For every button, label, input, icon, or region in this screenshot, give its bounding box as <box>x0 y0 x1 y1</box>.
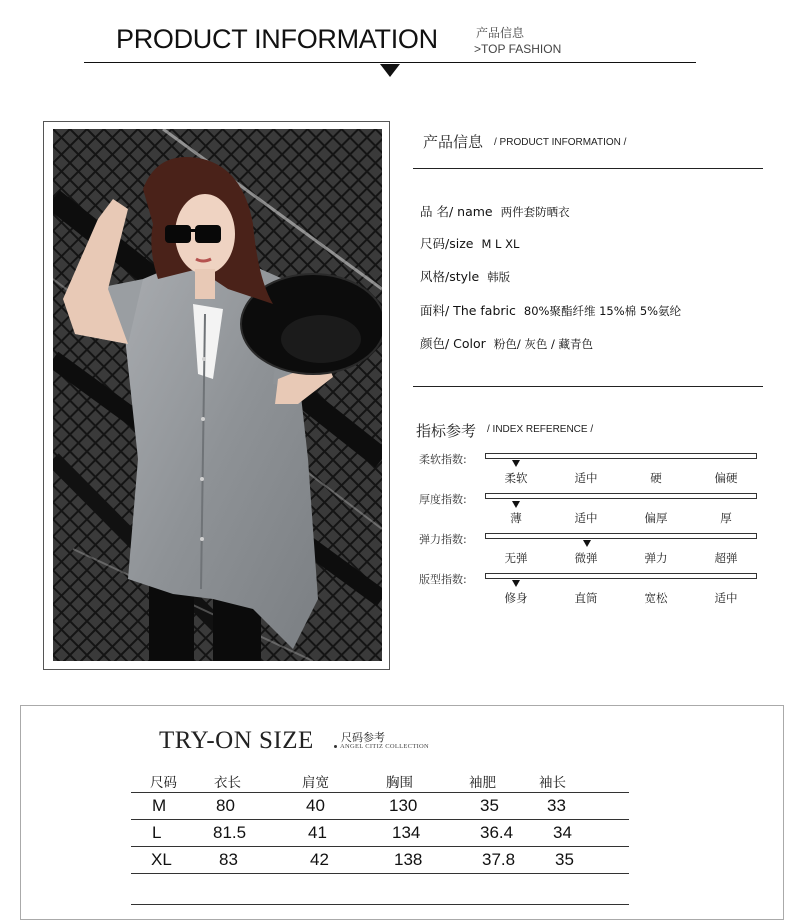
index-option: 偏厚 <box>644 511 668 525</box>
index-option: 宽松 <box>644 591 668 605</box>
info-value: 粉色/ 灰色 / 藏青色 <box>493 337 594 351</box>
table-cell: 35 <box>480 796 499 815</box>
index-option: 硬 <box>650 471 662 485</box>
product-photo <box>53 129 382 661</box>
size-header: 胸围 <box>386 775 413 791</box>
table-rule <box>131 846 629 847</box>
index-option: 直筒 <box>574 591 598 605</box>
index-bar-elasticity <box>485 533 757 539</box>
table-cell: 33 <box>547 796 566 815</box>
table-cell: 80 <box>216 796 235 815</box>
info-key: 尺码/size <box>420 236 474 251</box>
table-rule <box>131 792 629 793</box>
page-title: PRODUCT INFORMATION <box>116 24 438 54</box>
info-value: 80%聚酯纤维 15%棉 5%氨纶 <box>523 304 682 318</box>
index-option: 厚 <box>720 511 732 525</box>
index-option: 修身 <box>504 591 528 605</box>
size-header: 袖长 <box>539 775 566 791</box>
info-key: 面料/ The fabric <box>420 303 516 318</box>
index-label-elasticity: 弹力指数: <box>419 533 467 546</box>
index-label-softness: 柔软指数: <box>419 453 467 466</box>
index-option: 柔软 <box>504 471 528 485</box>
table-cell: 138 <box>394 850 423 869</box>
size-header: 尺码 <box>150 775 177 791</box>
info-row-style <box>420 267 510 285</box>
index-option: 微弹 <box>574 551 598 565</box>
index-ref-title-cn: 指标参考 <box>416 422 477 440</box>
info-row-size <box>420 234 519 252</box>
table-rule <box>131 819 629 820</box>
info-key: 风格/style <box>420 269 480 284</box>
table-cell: 37.8 <box>482 850 516 869</box>
header-arrow-icon <box>380 64 400 77</box>
header-divider <box>84 62 696 63</box>
index-option: 超弹 <box>714 551 738 565</box>
table-cell: M <box>152 796 167 815</box>
table-cell: 40 <box>306 796 325 815</box>
size-header: 肩宽 <box>302 775 329 791</box>
size-chart-title: TRY-ON SIZE <box>159 727 314 754</box>
table-cell: 42 <box>310 850 329 869</box>
index-option: 偏硬 <box>714 471 738 485</box>
index-marker-icon <box>583 540 591 547</box>
model-illustration <box>53 129 382 661</box>
info-row-fabric <box>420 301 681 319</box>
header-cn-label: 产品信息 <box>476 26 525 40</box>
product-info-title-en: / PRODUCT INFORMATION / <box>494 137 627 148</box>
info-row-name <box>420 202 570 220</box>
table-cell: 41 <box>308 823 327 842</box>
info-value: M L XL <box>481 237 520 251</box>
index-option: 弹力 <box>644 551 668 565</box>
table-cell: 83 <box>219 850 238 869</box>
info-row-color <box>420 334 593 352</box>
index-bar-softness <box>485 453 757 459</box>
table-cell: 130 <box>389 796 418 815</box>
size-chart-subtitle: ANGEL CITIZ COLLECTION <box>340 743 430 750</box>
table-rule <box>131 873 629 874</box>
info-bottom-divider <box>413 386 763 387</box>
table-cell: 34 <box>553 823 572 842</box>
bullet-icon <box>334 745 337 748</box>
table-cell: 81.5 <box>213 823 247 842</box>
index-marker-icon <box>512 501 520 508</box>
index-option: 适中 <box>574 511 598 525</box>
table-cell: L <box>152 823 162 842</box>
index-option: 适中 <box>574 471 598 485</box>
table-cell: 35 <box>555 850 574 869</box>
index-option: 薄 <box>510 511 522 525</box>
index-marker-icon <box>512 580 520 587</box>
product-info-divider <box>413 168 763 169</box>
index-option: 无弹 <box>504 551 528 565</box>
info-value: 两件套防晒衣 <box>500 205 570 219</box>
index-label-thickness: 厚度指数: <box>419 493 467 506</box>
size-header: 衣长 <box>214 775 241 791</box>
index-option: 适中 <box>714 591 738 605</box>
info-key: 品 名/ name <box>420 204 493 219</box>
index-marker-icon <box>512 460 520 467</box>
index-label-fit: 版型指数: <box>419 573 467 586</box>
table-cell: XL <box>151 850 172 869</box>
table-cell: 134 <box>392 823 421 842</box>
size-header: 袖肥 <box>469 775 496 791</box>
table-cell: 36.4 <box>480 823 514 842</box>
size-chart-title-cn: 尺码参考 <box>341 731 385 744</box>
index-bar-thickness <box>485 493 757 499</box>
table-bottom-rule <box>131 904 629 905</box>
header-en-label: >TOP FASHION <box>474 42 562 56</box>
product-info-title-cn: 产品信息 <box>423 133 484 151</box>
info-value: 韩版 <box>487 270 511 284</box>
index-ref-title-en: / INDEX REFERENCE / <box>487 424 594 435</box>
index-bar-fit <box>485 573 757 579</box>
info-key: 颜色/ Color <box>420 336 486 351</box>
